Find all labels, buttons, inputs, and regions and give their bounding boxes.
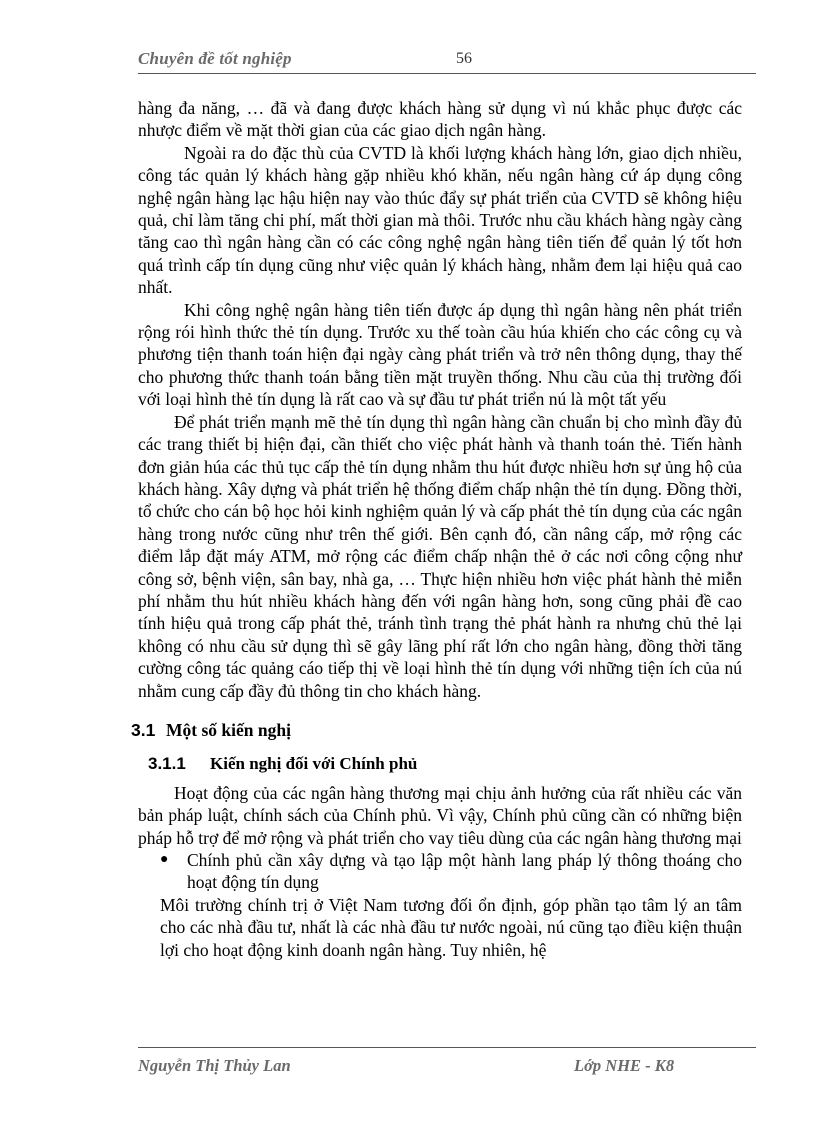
subsection-number: 3.1.1 bbox=[148, 754, 186, 774]
paragraph-3: Khi công nghệ ngân hàng tiên tiến được áp dụng thì ngân hàng nên phát triển rộng rói hình thức thẻ tín dụng. Trước xu thế toàn cầu húa khiến cho các công cụ và phương tiện thanh toán hiện đại ngày càng phát triển và trở nên thông dụng, thay thế cho phương thức thanh toán bằng tiền mặt truyền thống. Nhu cầu của thị trường đối với loại hình thẻ tín dụng là rất cao và sự đầu tư phát triển nú là một tất yếu bbox=[138, 299, 742, 410]
bullet-icon: ● bbox=[160, 852, 169, 867]
section-title: Một số kiến nghị bbox=[166, 719, 291, 740]
bullet-item bbox=[160, 849, 742, 894]
bullet-text: Chính phủ cần xây dựng và tạo lập một hành lang pháp lý thông thoáng cho hoạt động tín dụng bbox=[187, 850, 742, 893]
footer-author: Nguyễn Thị Thủy Lan bbox=[138, 1056, 291, 1075]
paragraph-1: hàng đa năng, … đã và đang được khách hàng sử dụng vì nú khắc phục được các nhược điểm về mặt thời gian của các giao dịch ngân hàng. bbox=[138, 98, 742, 141]
section-heading bbox=[131, 719, 742, 741]
paragraph-4: Để phát triển mạnh mẽ thẻ tín dụng thì ngân hàng cần chuẩn bị cho mình đầy đủ các trang thiết bị hiện đại, cần thiết cho việc phát hành và thanh toán thẻ. Tiến hành đơn giản húa các thủ tục cấp thẻ tín dụng nhằm thu hút được nhiều hơn sự ủng hộ của khách hàng. Xây dựng và phát triển hệ thống điểm chấp nhận thẻ tín dụng. Đồng thời, tổ chức cho cán bộ học hỏi kinh nghiệm quản lý và cấp phát thẻ tín dụng của các ngân hàng trong nước cũng như trên thế giới. Bên cạnh đó, cần nâng cấp, mở rộng các điểm lắp đặt máy ATM, mở rộng các điểm chấp nhận thẻ ở các nơi công cộng như công sở, bệnh viện, sân bay, nhà ga, … Thực hiện nhiều hơn việc phát hành thẻ miễn phí nhằm thu hút nhiều khách hàng đến với ngân hàng hơn, song cũng phải đề cao tính hiệu quả trong cấp phát thẻ, tránh tình trạng thẻ phát hành ra nhưng chủ thẻ lại không có nhu cầu sử dụng thì sẽ gây lãng phí rất lớn cho ngân hàng, đồng thời tăng cường công tác quảng cáo tiếp thị về loại hình thẻ tín dụng với những tiện ích của nú nhằm cung cấp đầy đủ thông tin cho khách hàng. bbox=[138, 411, 742, 701]
footer-class: Lớp NHE - K8 bbox=[574, 1056, 675, 1075]
paragraph-2: Ngoài ra do đặc thù của CVTD là khối lượng khách hàng lớn, giao dịch nhiều, công tác quản lý khách hàng gặp nhiều khó khăn, nếu ngân hàng cứ áp dụng công nghệ ngân hàng lạc hậu hiện nay vào thúc đẩy sự phát triển của CVTD sẽ không hiệu quả, chỉ làm tăng chi phí, mất thời gian mà thôi. Trước nhu cầu khách hàng ngày càng tăng cao thì ngân hàng cần có các công nghệ ngân hàng tiên tiến để quản lý tốt hơn quá trình cấp tín dụng cũng như việc quản lý khách hàng, nhằm đem lại hiệu quả cao nhất. bbox=[138, 142, 742, 298]
section-number: 3.1 bbox=[131, 719, 156, 740]
page-header bbox=[138, 49, 756, 73]
document-body bbox=[131, 97, 742, 961]
subsection-heading bbox=[148, 753, 742, 775]
header-divider bbox=[138, 73, 756, 74]
paragraph-5: Hoạt động của các ngân hàng thương mại chịu ảnh hưởng của rất nhiều các văn bản pháp luật, chính sách của Chính phủ. Vì vậy, Chính phủ cũng cần có những biện pháp hỗ trợ để mở rộng và phát triển cho vay tiêu dùng của các ngân hàng thương mại bbox=[138, 782, 742, 848]
footer-divider bbox=[138, 1047, 756, 1048]
page-number: 56 bbox=[456, 50, 472, 67]
subsection-title: Kiến nghị đối với Chính phủ bbox=[210, 754, 418, 774]
header-title: Chuyên đề tốt nghiệp bbox=[138, 49, 292, 68]
paragraph-6: Môi trường chính trị ở Việt Nam tương đối ổn định, góp phần tạo tâm lý an tâm cho các nhà đầu tư, nhất là các nhà đầu tư nước ngoài, nú cũng tạo điều kiện thuận lợi cho hoạt động kinh doanh ngân hàng. Tuy nhiên, hệ bbox=[160, 894, 742, 960]
